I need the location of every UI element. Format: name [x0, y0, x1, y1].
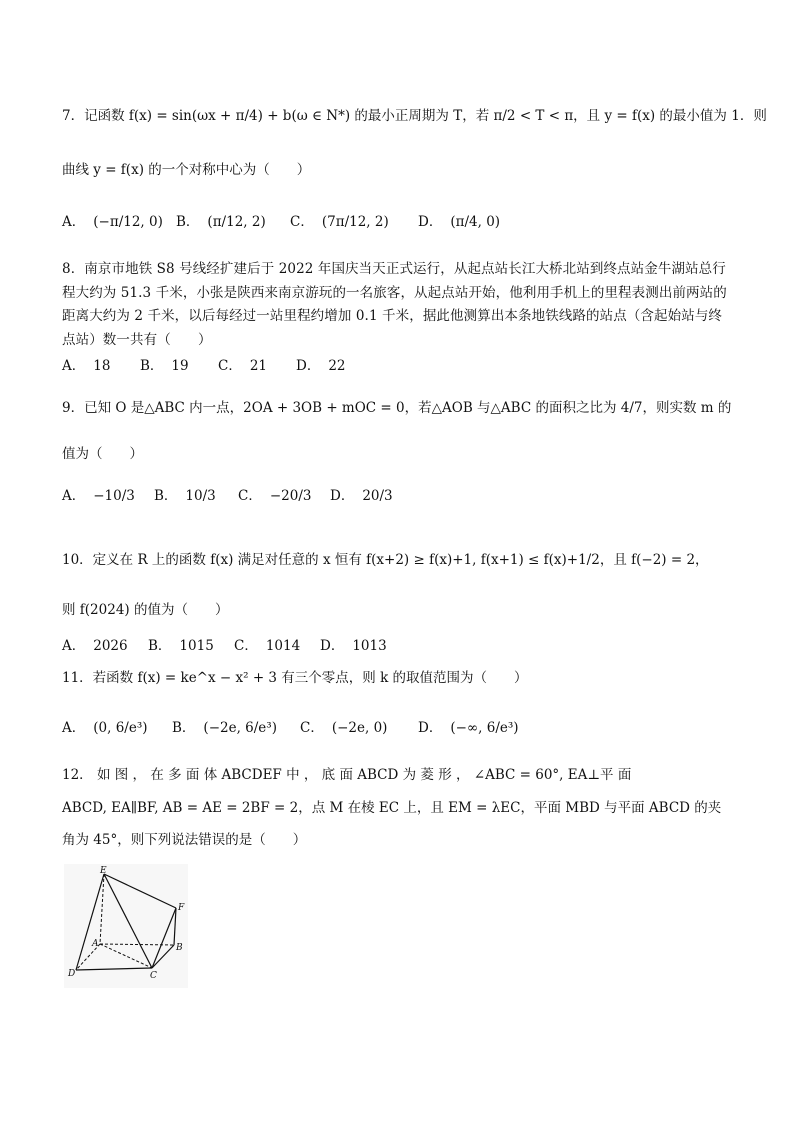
q8-option-a: A． 18 — [62, 358, 111, 374]
q10-options — [62, 636, 734, 656]
q8-option-d: D． 22 — [296, 358, 346, 374]
q11-line1: 11．若函数 f(x) = ke^x − x² + 3 有三个零点，则 k 的取值范围为（ ） — [62, 670, 528, 686]
q9-option-b: B． 10/3 — [154, 488, 216, 504]
q7-option-a: A． (−π/12, 0) — [62, 214, 163, 230]
q11-option-a: A． (0, 6/e³) — [62, 720, 148, 736]
q8-options — [62, 356, 734, 376]
q9-line1: 9．已知 O 是△ABC 内一点，2OA + 3OB + mOC = 0，若△AOB 与△ABC 的面积之比为 4/7，则实数 m 的 — [62, 400, 732, 416]
q10-option-c: C． 1014 — [234, 638, 301, 654]
label-E: E — [100, 866, 107, 876]
q9-options — [62, 486, 734, 506]
q7-options — [62, 212, 734, 232]
q8-option-b: B． 19 — [140, 358, 189, 374]
q12-line3: 角为 45°，则下列说法错误的是（ ） — [62, 832, 307, 848]
q8-text: 8．南京市地铁 S8 号线经扩建后于 2022 年国庆当天正式运行，从起点站长江大桥北站到终点站金牛湖站总行程大约为 51.3 千米，小张是陕西来南京游玩的一名旅客，从起点站开始，他利用手机上的里程表测出前两站的距离大约为 2 千米，以后每经过一站里程约增加 0.1 千米，据此他测算出本条地铁线路的站点（含起始站与终点站）数一共有（ ） — [62, 261, 727, 348]
q10-option-d: D． 1013 — [320, 638, 387, 654]
q9-option-a: A． −10/3 — [62, 488, 135, 504]
q7-line1: 7．记函数 f(x) = sin(ωx + π/4) + b(ω ∈ N*) 的最小正周期为 T，若 π/2 < T < π，且 y = f(x) 的最小值为 1．则 — [62, 108, 767, 124]
q11-option-c: C． (−2e, 0) — [300, 720, 388, 736]
label-A: A — [92, 939, 99, 949]
q10-option-a: A． 2026 — [62, 638, 128, 654]
q11-option-b: B． (−2e, 6/e³) — [172, 720, 277, 736]
polyhedron-figure — [64, 864, 188, 988]
label-F: F — [178, 903, 185, 913]
label-B: B — [176, 943, 183, 953]
q10-option-b: B． 1015 — [148, 638, 214, 654]
q7-option-b: B． (π/12, 2) — [176, 214, 266, 230]
q7-line2: 曲线 y = f(x) 的一个对称中心为（ ） — [62, 162, 311, 178]
label-C: C — [150, 971, 157, 981]
q11-options — [62, 718, 734, 738]
q10-line1: 10．定义在 R 上的函数 f(x) 满足对任意的 x 恒有 f(x+2) ≥ f(x)+1, f(x+1) ≤ f(x)+1/2，且 f(−2) = 2， — [62, 552, 709, 568]
label-D: D — [68, 969, 76, 979]
q8-option-c: C． 21 — [218, 358, 268, 374]
q9-option-c: C． −20/3 — [238, 488, 312, 504]
q12-line2: ABCD, EA∥BF, AB = AE = 2BF = 2，点 M 在棱 EC 上，且 EM = λEC，平面 MBD 与平面 ABCD 的夹 — [62, 800, 722, 816]
q7-option-d: D． (π/4, 0) — [418, 214, 501, 230]
q9-line2: 值为（ ） — [62, 446, 143, 462]
q9-option-d: D． 20/3 — [330, 488, 393, 504]
q11-option-d: D． (−∞, 6/e³) — [418, 720, 519, 736]
q10-line2: 则 f(2024) 的值为（ ） — [62, 602, 229, 618]
q12-line1: 12． 如 图 ， 在 多 面 体 ABCDEF 中 ， 底 面 ABCD 为 菱 形 ， ∠ABC = 60°, EA⊥平 面 — [62, 767, 632, 783]
q7-option-c: C． (7π/12, 2) — [290, 214, 389, 230]
